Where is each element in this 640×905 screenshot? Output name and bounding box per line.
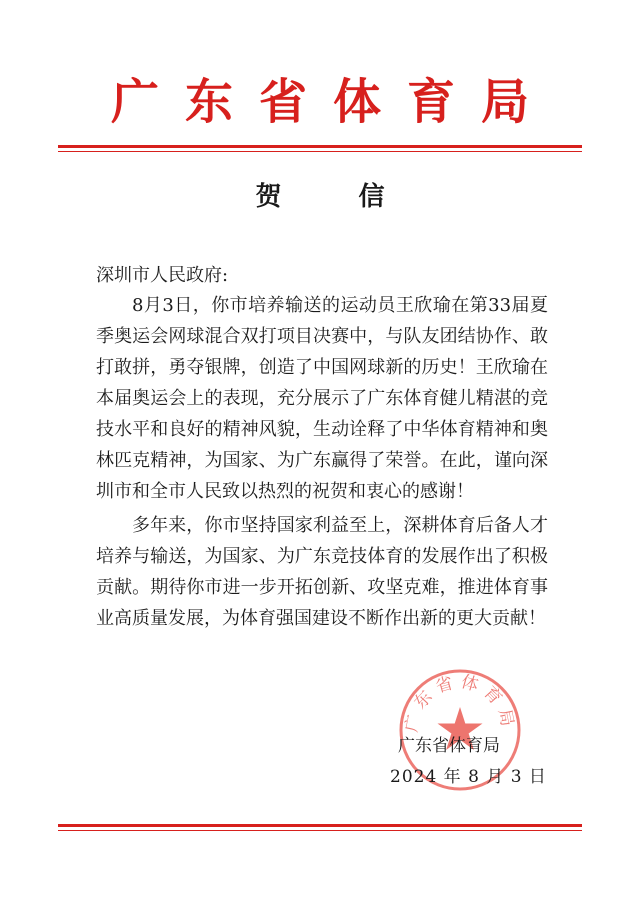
header-rule-thin <box>58 151 582 152</box>
header-rule-thick <box>58 145 582 148</box>
seal-text: 广东省体育局 <box>401 671 519 734</box>
document-title: 贺 信 <box>255 182 419 212</box>
footer-rule-thin <box>58 830 582 831</box>
letterhead-title: 广东省体育局 <box>110 74 555 130</box>
signature-date: 2024 年 8 月 3 日 <box>390 767 547 787</box>
salutation: 深圳市人民政府: <box>96 265 229 286</box>
paragraph-1: 8月3日，你市培养输送的运动员王欣瑜在第33届夏季奥运会网球混合双打项目决赛中，与队友团结协作、敢打敢拼，勇夺银牌，创造了中国网球新的历史！王欣瑜在本届奥运会上的表现，充分展示了广东体育健儿精湛的竞技水平和良好的精神风貌，生动诠释了中华体育精神和奥林匹克精神，为国家、为广东赢得了荣誉。在此，谨向深圳市和全市人民致以热烈的祝贺和衷心的感谢！ <box>96 295 548 502</box>
letter-body <box>96 290 548 634</box>
footer-rule-thick <box>58 824 582 827</box>
paragraph-2: 多年来，你市坚持国家利益至上，深耕体育后备人才培养与输送，为国家、为广东竞技体育的发展作出了积极贡献。期待你市进一步开拓创新、攻坚克难，推进体育事业高质量发展，为体育强国建设不断作出新的更大贡献！ <box>96 515 548 629</box>
signature-org: 广东省体育局 <box>398 736 500 756</box>
